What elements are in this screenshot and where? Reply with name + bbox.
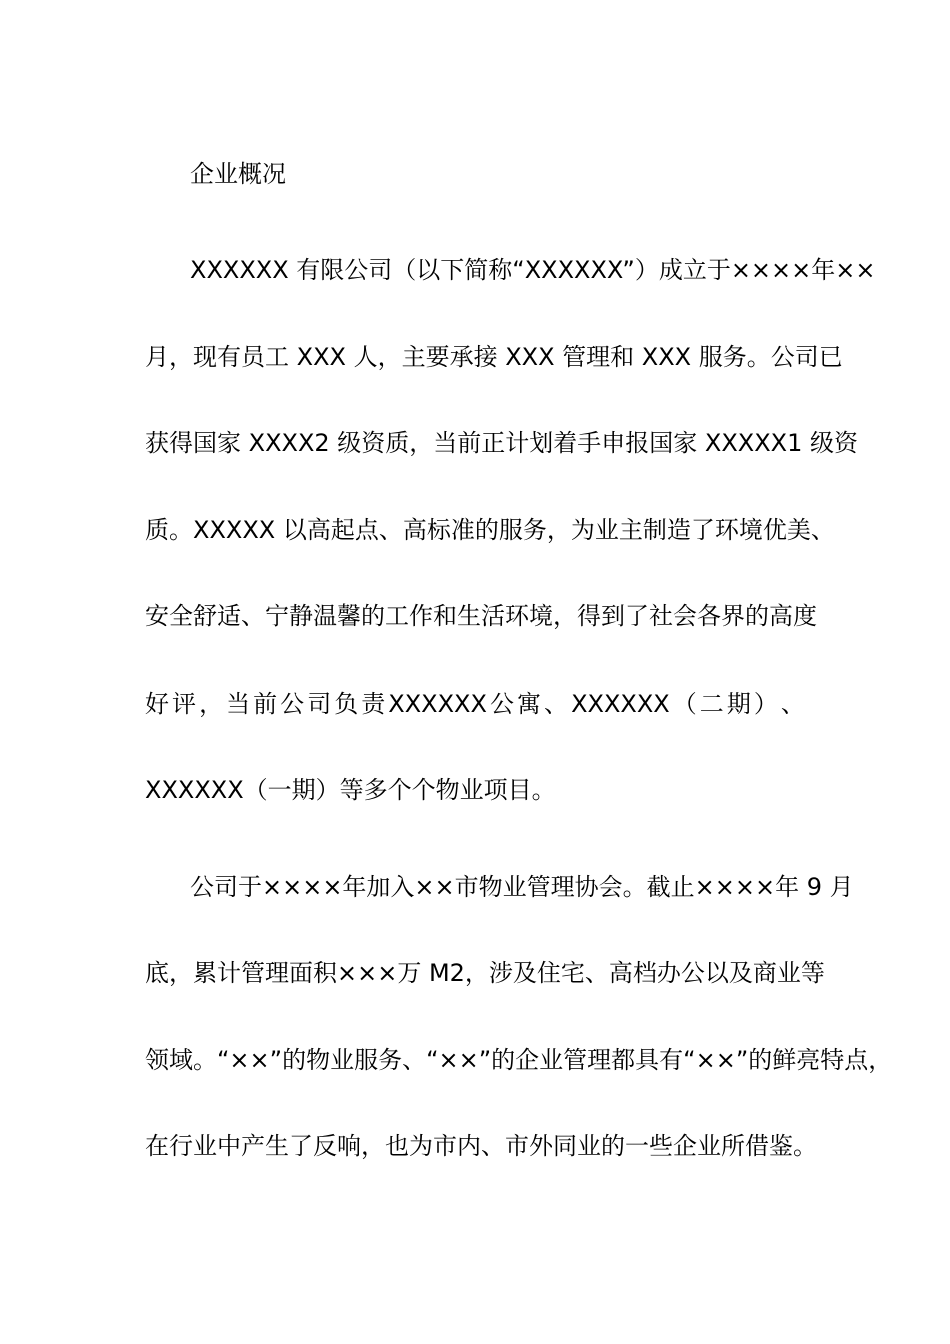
- paragraph-1-line-1: XXXXXX 有限公司（以下简称“XXXXXX”）成立于××××年××: [190, 256, 876, 284]
- text-segment: ）: [753, 690, 778, 718]
- paragraph-1-line-3: 获得国家 XXXX2 级资质，当前正计划着手申报国家 XXXXX1 级资: [145, 429, 859, 457]
- paragraph-1-line-6: [145, 688, 805, 720]
- text-segment: 、: [544, 690, 569, 718]
- text-segment: 好: [145, 690, 169, 718]
- text-segment: ，: [199, 690, 224, 718]
- text-segment: 期: [726, 690, 751, 718]
- paragraph-2-line-2: 底，累计管理面积×××万 M2，涉及住宅、高档办公以及商业等: [145, 959, 825, 987]
- text-segment: 、: [780, 690, 805, 718]
- paragraph-2-line-3: 领域。“××”的物业服务、“××”的企业管理都具有“××”的鲜亮特点，: [145, 1046, 893, 1074]
- text-segment: 责: [361, 690, 386, 718]
- text-segment: 负: [334, 690, 359, 718]
- paragraph-2-line-1: 公司于××××年加入××市物业管理协会。截止××××年 9 月: [190, 873, 854, 901]
- paragraph-1-line-7: XXXXXX（一期）等多个个物业项目。: [145, 776, 556, 804]
- text-segment: （: [672, 690, 697, 718]
- text-segment: 二: [699, 690, 724, 718]
- paragraph-2-line-4: 在行业中产生了反响，也为市内、市外同业的一些企业所借鉴。: [145, 1132, 817, 1160]
- text-segment: 公: [489, 690, 514, 718]
- text-segment: XXXXXX: [571, 690, 670, 718]
- text-segment: 前: [253, 690, 278, 718]
- text-segment: XXXXXX: [388, 690, 487, 718]
- paragraph-1-line-2: 月，现有员工 XXX 人，主要承接 XXX 管理和 XXX 服务。公司已: [145, 343, 843, 371]
- text-segment: 公: [280, 690, 305, 718]
- text-segment: 司: [307, 690, 332, 718]
- text-segment: 当: [226, 690, 251, 718]
- document-heading: 企业概况: [190, 160, 286, 188]
- paragraph-1-line-5: 安全舒适、宁静温馨的工作和生活环境，得到了社会各界的高度: [145, 602, 817, 630]
- text-segment: 寓: [517, 690, 541, 718]
- text-segment: 评: [172, 690, 197, 718]
- paragraph-1-line-4: 质。XXXXX 以高起点、高标准的服务，为业主制造了环境优美、: [145, 516, 835, 544]
